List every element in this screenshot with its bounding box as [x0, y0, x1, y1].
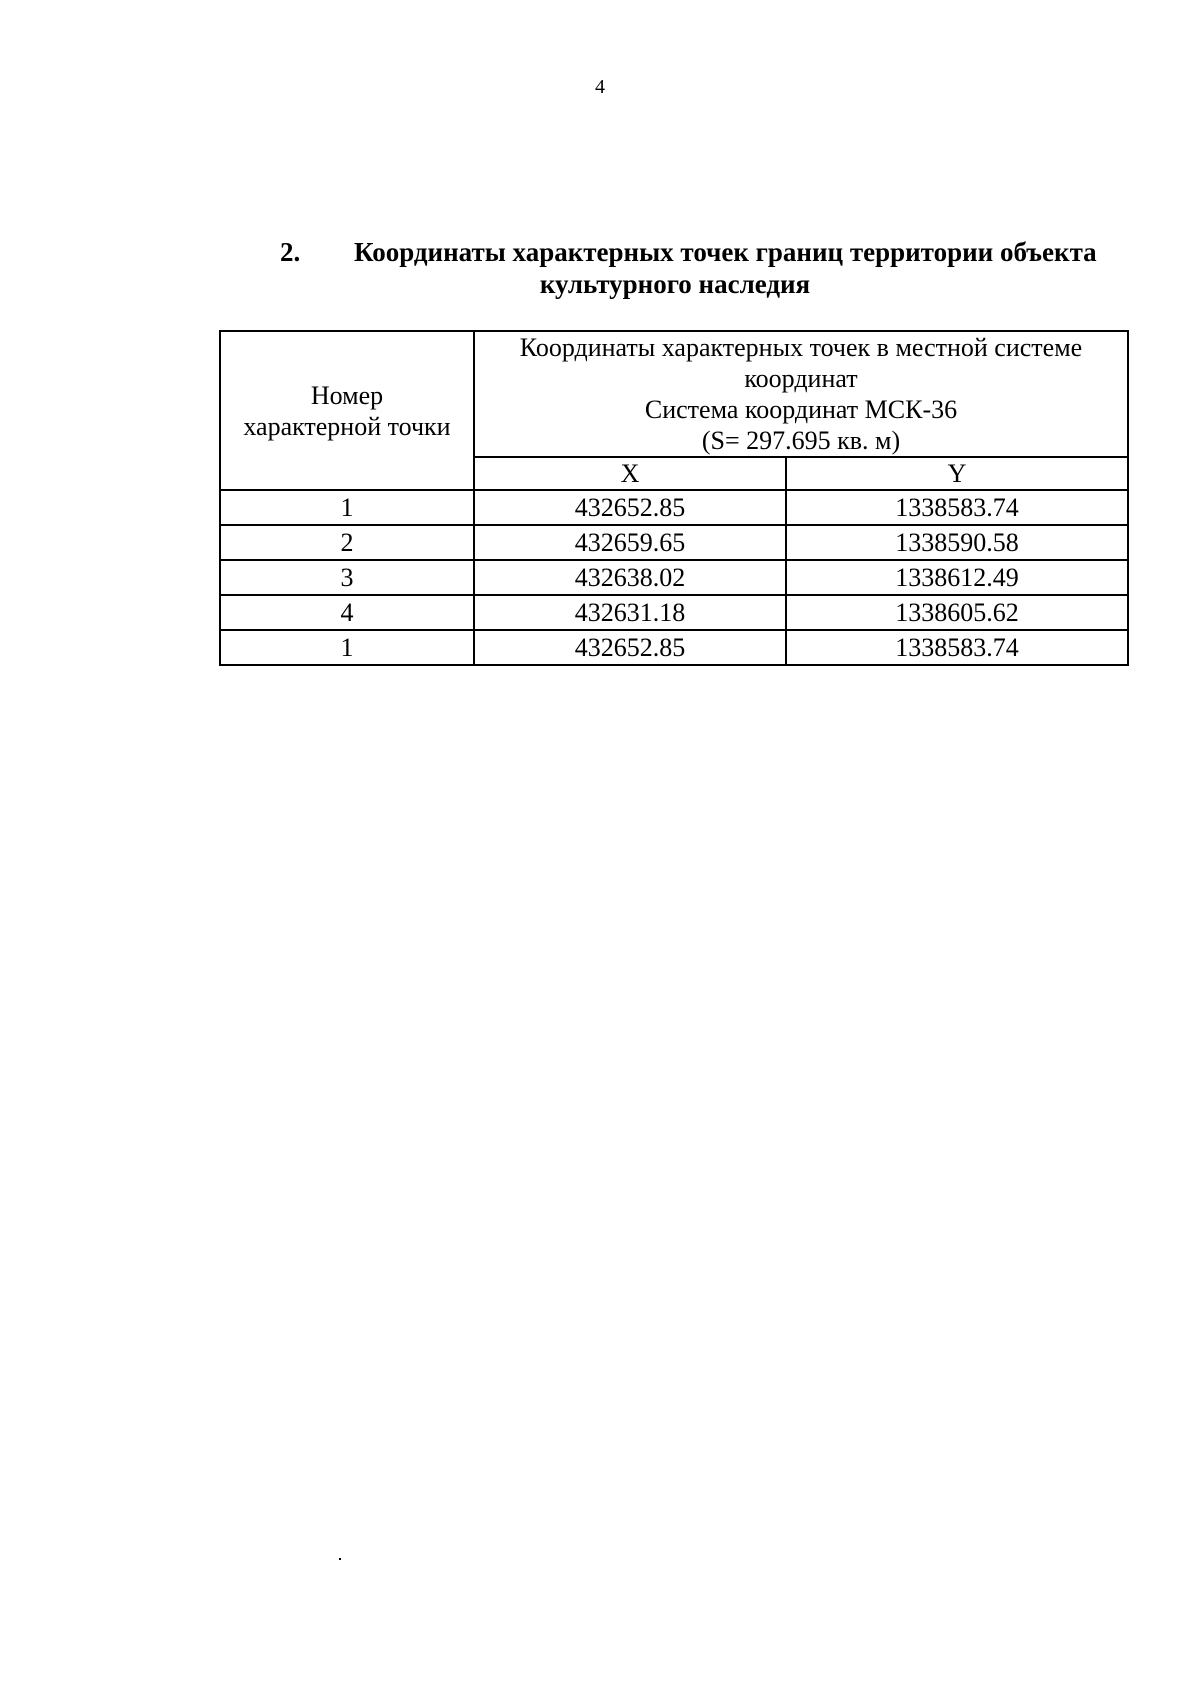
- table-header-row: [220, 331, 1128, 457]
- point-number-cell: 4: [220, 595, 474, 630]
- table-row: [220, 630, 1128, 665]
- y-column-header: Y: [786, 457, 1128, 490]
- point-number-cell: 1: [220, 490, 474, 525]
- x-value-cell: 432652.85: [474, 630, 786, 665]
- y-value-cell: 1338605.62: [786, 595, 1128, 630]
- table-row: [220, 595, 1128, 630]
- y-value-cell: 1338590.58: [786, 525, 1128, 560]
- y-value-cell: 1338583.74: [786, 490, 1128, 525]
- coordinates-header-line-1: Координаты характерных точек в местной системе: [519, 333, 1083, 362]
- x-value-cell: 432631.18: [474, 595, 786, 630]
- table-row: [220, 490, 1128, 525]
- table-row: [220, 525, 1128, 560]
- y-value-cell: 1338612.49: [786, 560, 1128, 595]
- coordinates-table: [219, 330, 1129, 666]
- section-heading-line-1: [280, 236, 1140, 268]
- coordinates-header-line-3: Система координат МСК-36: [644, 395, 958, 424]
- x-value-cell: 432659.65: [474, 525, 786, 560]
- coordinates-header: [474, 331, 1128, 457]
- coordinates-header-line-2: координат: [744, 364, 858, 393]
- x-value-cell: 432652.85: [474, 490, 786, 525]
- table-row: [220, 560, 1128, 595]
- scan-speck: [339, 1558, 341, 1560]
- x-value-cell: 432638.02: [474, 560, 786, 595]
- y-value-cell: 1338583.74: [786, 630, 1128, 665]
- point-number-cell: 3: [220, 560, 474, 595]
- section-title-line-1: Координаты характерных точек границ территории объекта: [354, 237, 1097, 267]
- point-header-line-1: Номер: [310, 380, 384, 410]
- section-number: 2.: [280, 237, 301, 267]
- point-number-header: [220, 331, 474, 490]
- point-header-line-2: характерной точки: [243, 411, 451, 441]
- page-number: 4: [595, 76, 605, 98]
- point-number-cell: 1: [220, 630, 474, 665]
- section-title-line-2: культурного наследия: [539, 269, 811, 299]
- x-column-header: X: [474, 457, 786, 490]
- coordinates-header-line-4: (S= 297.695 кв. м): [701, 426, 901, 455]
- section-heading: [280, 236, 1140, 300]
- point-number-cell: 2: [220, 525, 474, 560]
